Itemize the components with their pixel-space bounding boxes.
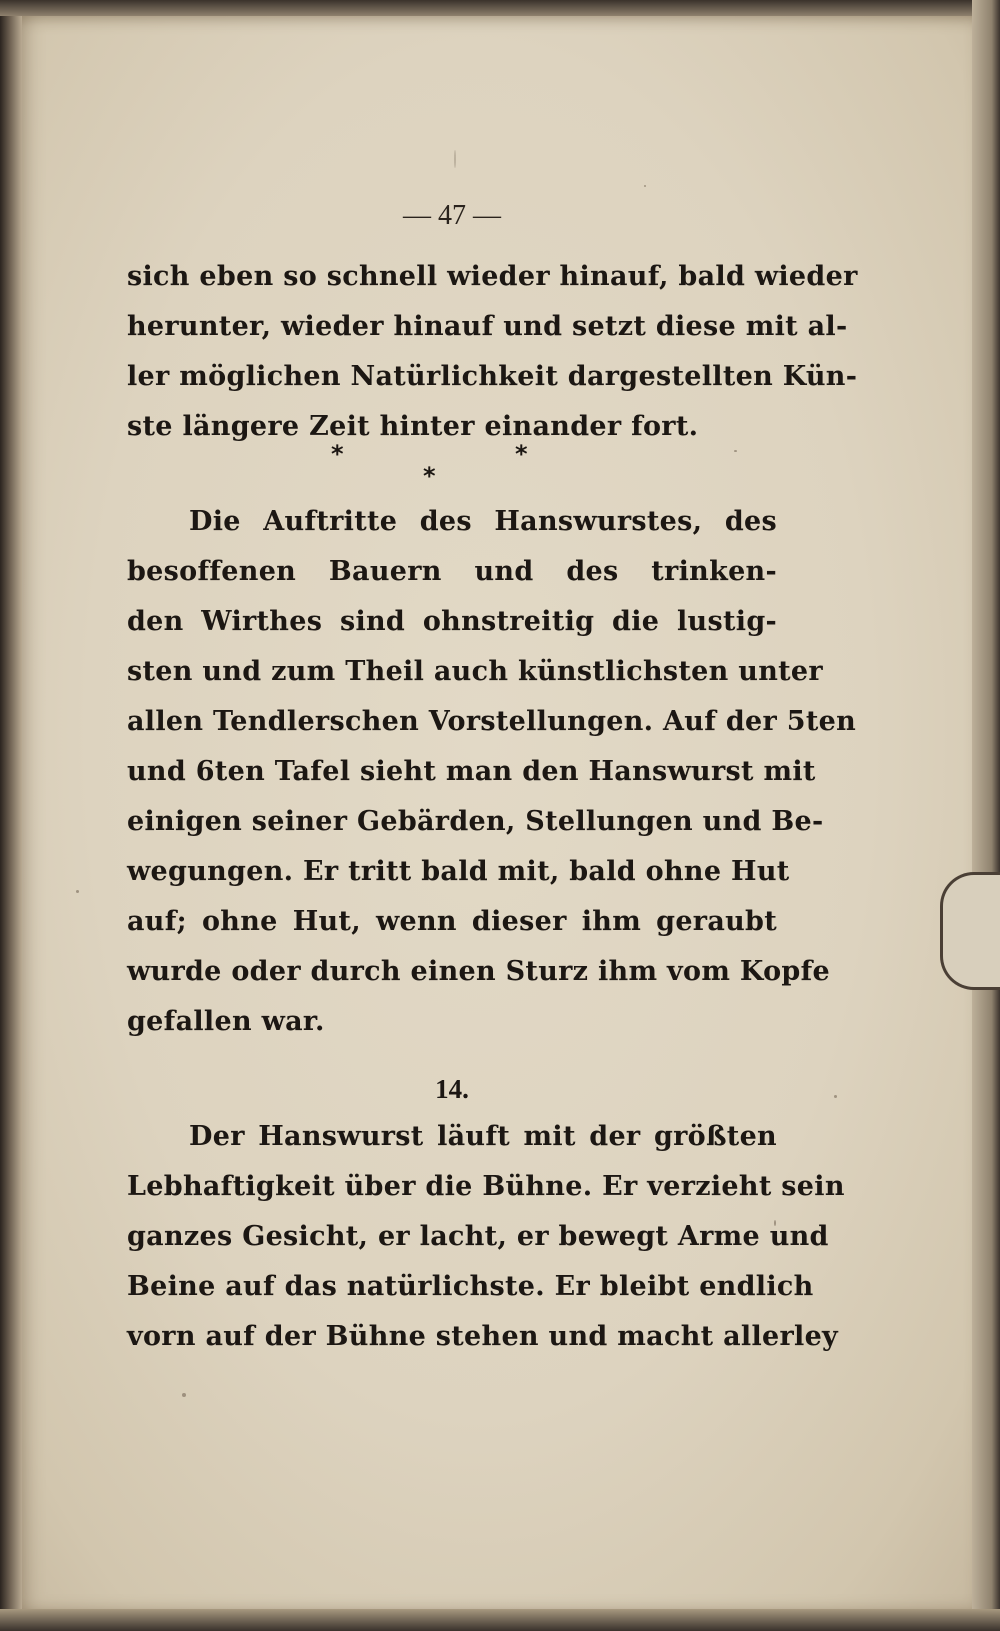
text-line: allen Tendlerschen Vorstellungen. Auf der 5ten (127, 706, 856, 737)
text-line: ste längere Zeit hinter einander fort. (127, 411, 699, 442)
text-line: ganzes Gesicht, er lacht, er bewegt Arme und (127, 1221, 829, 1252)
paper-sheet (14, 10, 986, 1614)
text-line: wurde oder durch einen Sturz ihm vom Kopfe (127, 956, 830, 987)
text-line: Beine auf das natürlichste. Er bleibt endlich (127, 1271, 814, 1302)
text-line: einigen seiner Gebärden, Stellungen und Be- (127, 806, 824, 837)
text-line: vorn auf der Bühne stehen und macht allerley (127, 1321, 839, 1352)
section-number: 14. (435, 1074, 469, 1104)
text-line: sich eben so schnell wieder hinauf, bald wieder (127, 261, 858, 292)
page-top-edge (0, 0, 1000, 16)
text-line: Lebhaftigkeit über die Bühne. Er verzieht sein (127, 1171, 845, 1202)
text-line: wegungen. Er tritt bald mit, bald ohne Hut (127, 856, 790, 887)
asterisk: * (423, 462, 436, 490)
text-line: Die Auftritte des Hanswurstes, des (189, 506, 777, 537)
page-number: — 47 — (403, 200, 501, 231)
book-spine-edge (0, 0, 22, 1631)
page-right-edge (972, 0, 1000, 1631)
page-bottom-edge (0, 1609, 1000, 1631)
text-line: herunter, wieder hinauf und setzt diese mit al- (127, 311, 848, 342)
text-line: ler möglichen Natürlichkeit dargestellten Kün- (127, 361, 858, 392)
asterisk: * (515, 440, 528, 468)
text-line: besoffenen Bauern und des trinken- (127, 556, 777, 587)
text-line: Der Hanswurst läuft mit der größten (189, 1121, 777, 1152)
text-line: auf; ohne Hut, wenn dieser ihm geraubt (127, 906, 777, 937)
text-line: gefallen war. (127, 1006, 325, 1037)
thumb-tab-mark (940, 872, 1000, 990)
text-line: und 6ten Tafel sieht man den Hanswurst mit (127, 756, 816, 787)
text-line: den Wirthes sind ohnstreitig die lustig- (127, 606, 777, 637)
asterisk: * (331, 440, 344, 468)
text-line: sten und zum Theil auch künstlichsten unter (127, 656, 823, 687)
